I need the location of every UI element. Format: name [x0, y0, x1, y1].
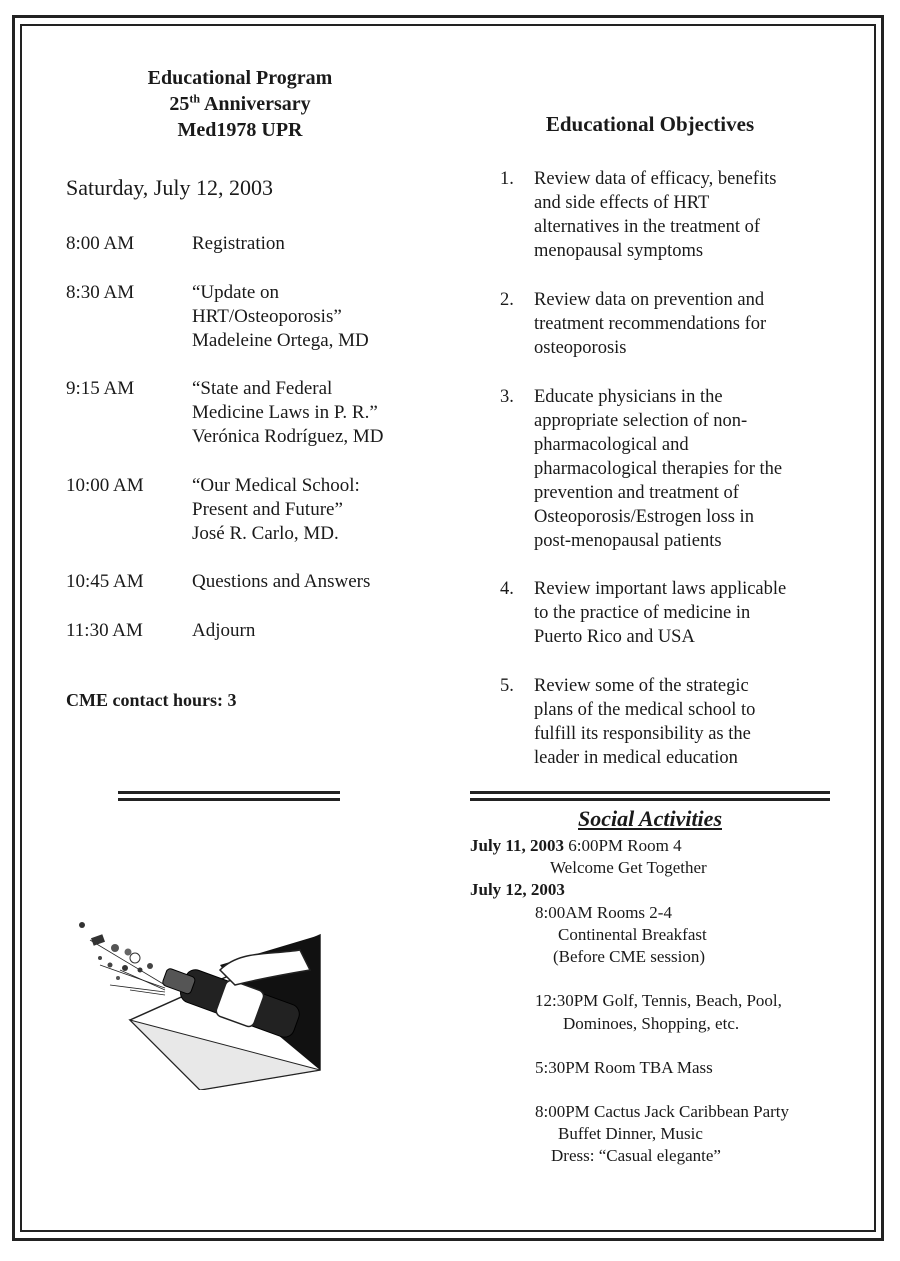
divider-left: [118, 791, 340, 801]
objective-line: Review data on prevention and: [534, 290, 765, 310]
objective-line: and side effects of HRT: [534, 193, 710, 213]
program-title-line3: Med1978 UPR: [177, 119, 303, 141]
schedule-time: 8:30 AM: [66, 282, 135, 303]
social-heading: Social Activities: [578, 806, 722, 831]
social-event-time: 12:30PM Golf, Tennis, Beach, Pool,: [535, 991, 782, 1010]
objective-number: 3.: [500, 387, 514, 407]
schedule-desc: [192, 281, 452, 353]
objective-text: [534, 385, 834, 553]
objective-line: treatment recommendations for: [534, 314, 767, 334]
objective-line: plans of the medical school to: [534, 700, 756, 720]
objective-number: 2.: [500, 290, 514, 310]
schedule-line: José R. Carlo, MD.: [192, 523, 339, 544]
anniversary-number: 25: [169, 93, 190, 115]
schedule-time: 9:15 AM: [66, 378, 135, 399]
anniversary-suffix: th: [189, 91, 201, 106]
schedule-line: Madeleine Ortega, MD: [192, 330, 369, 351]
social-day1-date: July 11, 2003: [470, 836, 564, 855]
anniversary-word: Anniversary: [200, 93, 311, 115]
social-day2-date: July 12, 2003: [470, 880, 565, 899]
objective-text: [534, 288, 834, 360]
program-title: [90, 65, 390, 143]
objective-text: [534, 577, 834, 649]
social-event-line: Dominoes, Shopping, etc.: [563, 1014, 740, 1033]
objective-line: to the practice of medicine in: [534, 603, 751, 623]
objective-line: prevention and treatment of: [534, 483, 739, 503]
schedule-desc: [192, 377, 452, 449]
schedule-line: Medicine Laws in P. R.”: [192, 402, 378, 423]
objectives-heading: Educational Objectives: [545, 112, 755, 136]
program-title-line1: Educational Program: [147, 67, 333, 89]
schedule-line: “Our Medical School:: [192, 475, 360, 496]
objective-line: pharmacological therapies for the: [534, 459, 783, 479]
schedule-time: 8:00 AM: [66, 233, 135, 254]
social-event-line: Buffet Dinner, Music: [558, 1124, 703, 1143]
objective-line: Osteoporosis/Estrogen loss in: [534, 507, 754, 527]
objective-line: Review important laws applicable: [534, 579, 787, 599]
schedule-line: Present and Future”: [192, 499, 343, 520]
social-event-line: Dress: “Casual elegante”: [551, 1146, 721, 1165]
objective-line: appropriate selection of non-: [534, 411, 748, 431]
objective-line: pharmacological and: [534, 435, 689, 455]
schedule-line: “Update on: [192, 282, 280, 303]
program-title-line2: [90, 91, 390, 117]
schedule-time: 10:00 AM: [66, 475, 144, 496]
objective-text: [534, 674, 834, 770]
objective-line: Review some of the strategic: [534, 676, 749, 696]
schedule-line: Adjourn: [192, 620, 256, 641]
schedule-desc: [192, 570, 452, 594]
cme-hours: CME contact hours: 3: [66, 690, 237, 710]
social-event-time: 8:00AM Rooms 2-4: [535, 903, 672, 922]
schedule-line: Registration: [192, 233, 285, 254]
social-day1-event: Welcome Get Together: [550, 858, 707, 877]
objective-line: Educate physicians in the: [534, 387, 723, 407]
program-date: Saturday, July 12, 2003: [66, 175, 273, 200]
schedule-line: Verónica Rodríguez, MD: [192, 426, 384, 447]
social-event-line: (Before CME session): [553, 947, 706, 966]
objective-line: Review data of efficacy, benefits: [534, 169, 777, 189]
schedule-line: Questions and Answers: [192, 571, 371, 592]
objective-line: osteoporosis: [534, 338, 627, 358]
schedule-desc: [192, 232, 452, 256]
objective-number: 5.: [500, 676, 514, 696]
objective-line: Puerto Rico and USA: [534, 627, 695, 647]
schedule-desc: [192, 619, 452, 643]
social-event-time: 5:30PM Room TBA Mass: [535, 1058, 713, 1077]
objective-text: [534, 167, 834, 263]
objective-line: alternatives in the treatment of: [534, 217, 761, 237]
objective-line: leader in medical education: [534, 748, 738, 768]
divider-right: [470, 791, 830, 801]
schedule-time: 10:45 AM: [66, 571, 144, 592]
objective-number: 1.: [500, 169, 514, 189]
objective-line: menopausal symptoms: [534, 241, 704, 261]
schedule-time: 11:30 AM: [66, 620, 143, 641]
schedule-line: HRT/Osteoporosis”: [192, 306, 342, 327]
objective-number: 4.: [500, 579, 514, 599]
schedule-line: “State and Federal: [192, 378, 333, 399]
champagne-bottle-icon: [70, 910, 340, 1090]
objective-line: fulfill its responsibility as the: [534, 724, 751, 744]
social-event-time: 8:00PM Cactus Jack Caribbean Party: [535, 1102, 790, 1121]
social-day1-info: 6:00PM Room 4: [564, 836, 682, 855]
social-day1: [470, 835, 682, 857]
social-event-line: Continental Breakfast: [558, 925, 707, 944]
objective-line: post-menopausal patients: [534, 531, 722, 551]
schedule-desc: [192, 474, 452, 546]
